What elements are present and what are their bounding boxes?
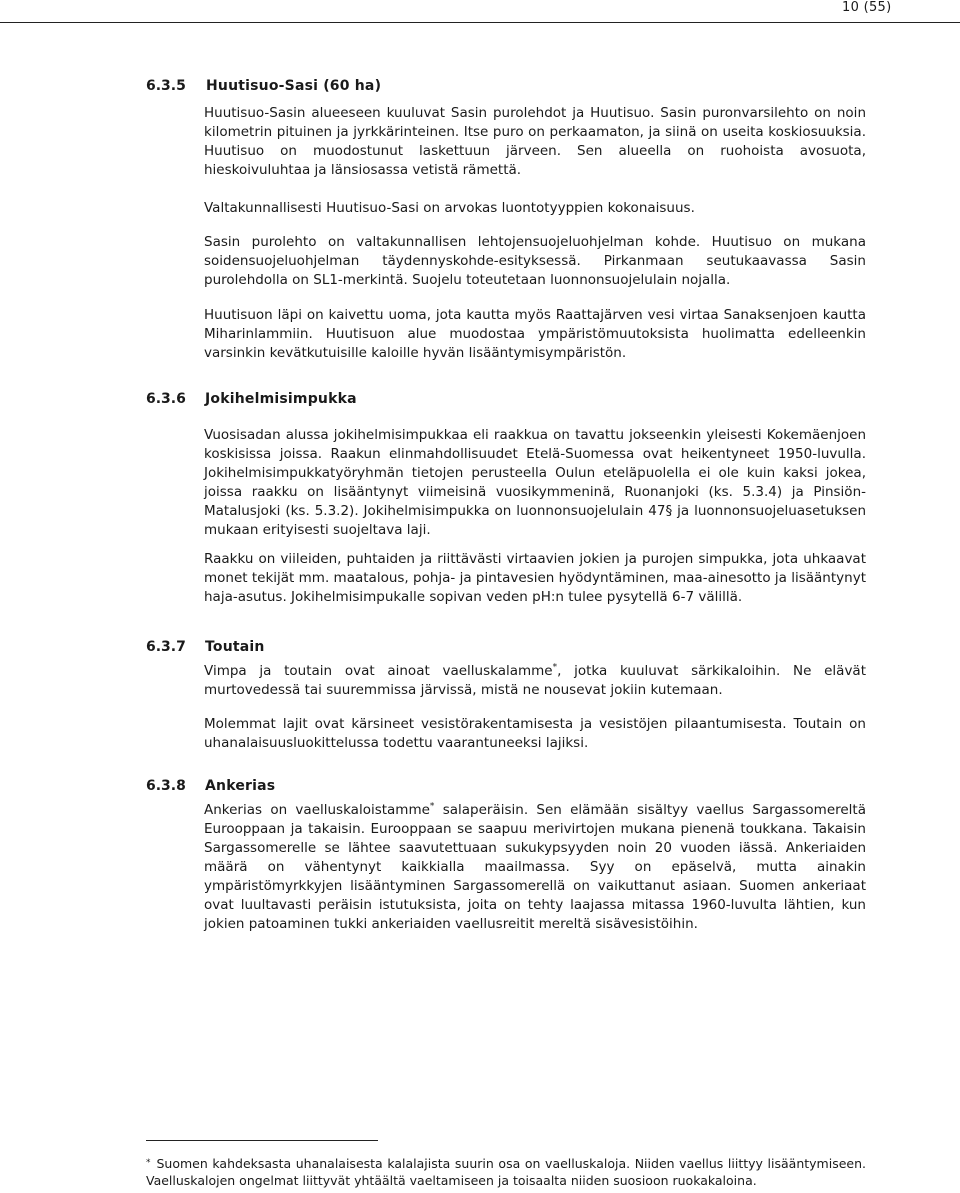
paragraph: Raakku on viileiden, puhtaiden ja riittävästi virtaavien jokien ja purojen simpukka, jota uhkaavat monet tekijät mm. maatalous, pohja- ja pintavesien hyödyntäminen, maa-ainesotto ja lisääntynyt haja-asutus. Jokihelmisimpukalle sopivan veden pH:n tulee pysytellä 6-7 välillä. — [204, 551, 866, 605]
section-number: 6.3.6 — [146, 391, 186, 407]
footnote-reference: * — [552, 662, 558, 673]
paragraph: Vuosisadan alussa jokihelmisimpukkaa eli raakkua on tavattu jokseenkin yleisesti Kokemäenjoen koskisissa joissa. Raakun elinmahdollisuudet Etelä-Suomessa ovat heikentyneet 1950-luvulla. Jokihelmisimpukkatyöryhmän tietojen perusteella Oulun eteläpuolella ei ole kuin kaksi jokea, joissa raakku on lisääntynyt viimeisinä vuosikymmeninä, Ruonanjoki (ks. 5.3.4) ja Pinsiön-Matalusjoki (ks. 5.3.2). Jokihelmisimpukka on luonnonsuojelulain 47§ ja luonnonsuojeluasetuksen mukaan erityisesti suojeltava laji. — [204, 427, 866, 538]
section-title: Huutisuo-Sasi (60 ha) — [206, 78, 382, 94]
paragraph — [204, 662, 866, 700]
text-run: salaperäisin. Sen elämään sisältyy vaellus Sargassomereltä Eurooppaan ja takaisin. Eurooppaan se saapuu merivirtojen mukana pienenä toukkana. Takaisin Sargassomerelle se lähtee saavutettuaan sukukypsyyden noin 20 vuoden iässä. Ankeriaiden määrä on vähentynyt kaikkialla maailmassa. Syy on epäselvä, mutta ainakin ympäristömyrkkyjen lisääntyminen Sargassomerellä on vaikuttanut asiaan. Suomen ankeriaat ovat luultavasti peräisin istutuksista, joita on tehty laajassa mitassa 1960-luvulta lähtien, kun jokien patoaminen tukki ankeriaiden vaellusreitit mereltä sisävesistöihin. — [204, 802, 866, 932]
footnote-mark: * — [146, 1158, 151, 1168]
section-number: 6.3.7 — [146, 639, 186, 655]
header-rule — [0, 22, 960, 23]
section-number: 6.3.8 — [146, 778, 186, 794]
paragraph: Molemmat lajit ovat kärsineet vesistörakentamisesta ja vesistöjen pilaantumisesta. Toutain on uhanalaisuusluokittelussa todettu vaarantuneeksi lajiksi. — [204, 716, 866, 751]
text-run: Vimpa ja toutain ovat ainoat vaelluskalamme — [204, 663, 553, 679]
section-title: Jokihelmisimpukka — [205, 391, 357, 407]
paragraph — [204, 801, 866, 934]
footnote-rule — [146, 1140, 378, 1141]
footnote-reference: * — [429, 801, 435, 812]
section-number: 6.3.5 — [146, 78, 186, 94]
section-title: Toutain — [205, 639, 265, 655]
paragraph: Huutisuon läpi on kaivettu uoma, jota kautta myös Raattajärven vesi virtaa Sanaksenjoen kautta Miharinlammiin. Huutisuon alue muodostaa ympäristömuutoksista huolimatta edelleenkin varsinkin kevätkutuisille kaloille hyvän lisääntymisympäristön. — [204, 307, 866, 361]
page-number: 10 (55) — [842, 0, 892, 15]
text-run: , jotka kuuluvat särkikaloihin. Ne elävät murtovedessä tai suuremmissa järvissä, mistä ne nousevat jokiin kutemaan. — [204, 663, 866, 698]
paragraph: Sasin purolehto on valtakunnallisen lehtojensuojeluohjelman kohde. Huutisuo on mukana soidensuojeluohjelman täydennyskohde-esityksessä. Pirkanmaan seutukaavassa Sasin purolehdolla on SL1-merkintä. Suojelu toteutetaan luonnonsuojelulain nojalla. — [204, 234, 866, 288]
footnote-text: Suomen kahdeksasta uhanalaisesta kalalajista suurin osa on vaelluskaloja. Niiden vaellus liittyy lisääntymiseen. Vaelluskalojen ongelmat liittyvät yhtäältä vaeltamiseen ja toisaalta niiden suosioon ruokakaloina. — [146, 1156, 866, 1188]
section-title: Ankerias — [205, 778, 276, 794]
paragraph: Huutisuo-Sasin alueeseen kuuluvat Sasin purolehdot ja Huutisuo. Sasin puronvarsilehto on noin kilometrin pituinen ja jyrkkärinteinen. Itse puro on perkaamaton, ja siinä on useita koskiosuuksia. Huutisuo on muodostunut laskettuun järveen. Sen alueella on ruohoista avosuota, hieskoivuluhtaa ja länsiosassa vetistä rämettä. — [204, 105, 866, 178]
text-run: Ankerias on vaelluskaloistamme — [204, 802, 430, 818]
paragraph: Valtakunnallisesti Huutisuo-Sasi on arvokas luontotyyppien kokonaisuus. — [204, 200, 695, 216]
footnote — [146, 1155, 866, 1189]
